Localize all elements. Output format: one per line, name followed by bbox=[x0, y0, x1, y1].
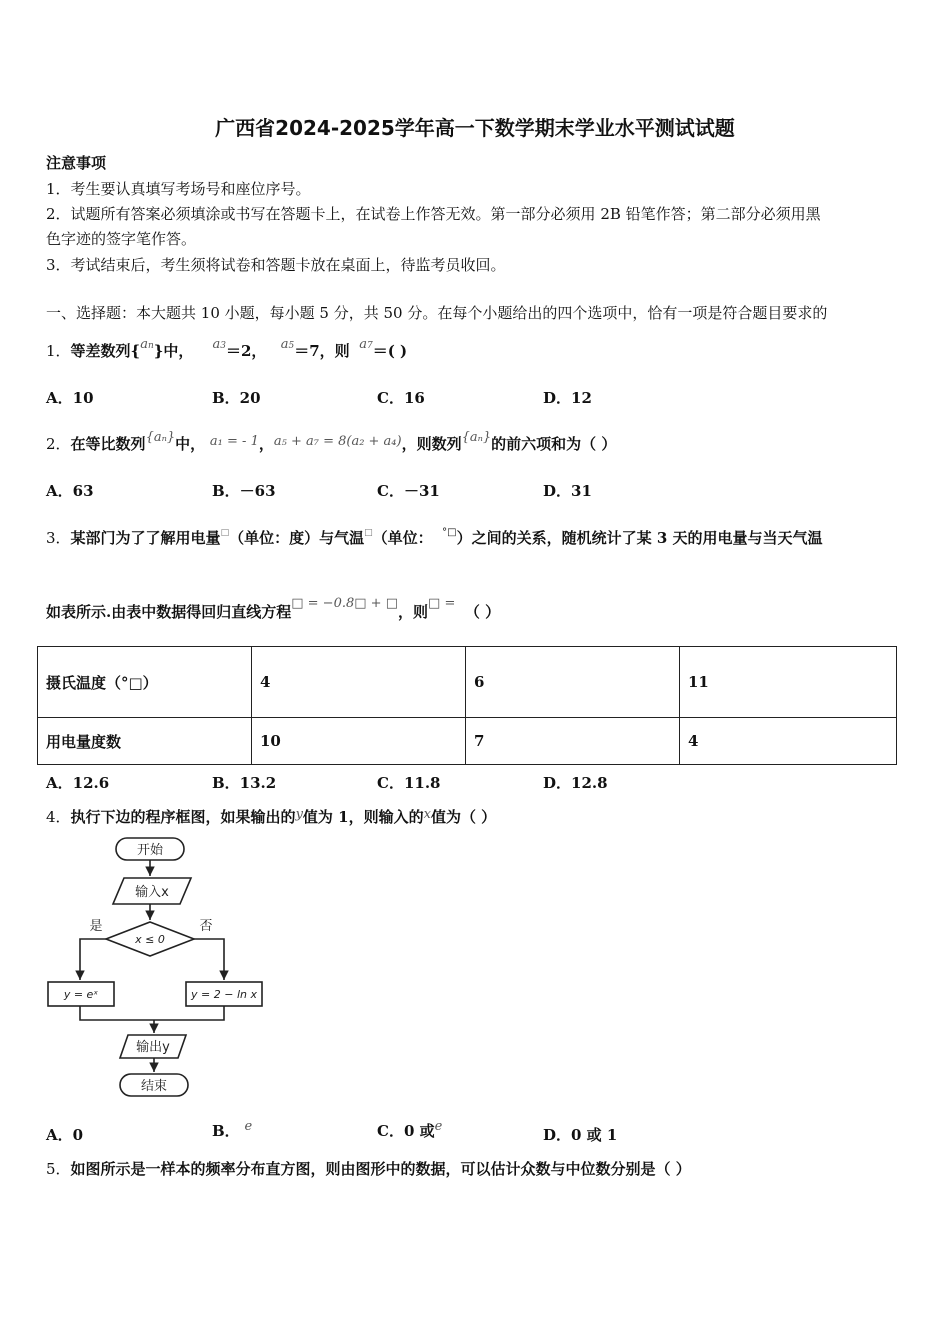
table-cell: 7 bbox=[466, 718, 680, 765]
flow-condition-label: x ≤ 0 bbox=[135, 933, 165, 946]
q3-regression-formula: □ = −0.8□ + □ bbox=[291, 596, 398, 611]
q3-option-d[interactable]: D．12.8 bbox=[543, 774, 608, 792]
question-2 bbox=[46, 430, 617, 454]
q3-text-4: ）之间的关系，随机统计了某 3 天的用电量与当天气温 bbox=[456, 529, 823, 547]
flow-output-label: 输出y bbox=[136, 1040, 170, 1055]
q2-number: 2． bbox=[46, 435, 71, 453]
data-table bbox=[37, 646, 897, 765]
question-4 bbox=[46, 806, 496, 827]
q4-y: y bbox=[295, 807, 303, 822]
table-cell: 6 bbox=[466, 647, 680, 718]
question-1 bbox=[46, 337, 408, 361]
flowchart bbox=[44, 836, 274, 1106]
flow-no-label: 否 bbox=[199, 919, 213, 934]
q3-placeholder-box-2: □ bbox=[364, 528, 373, 538]
q4-text-3: 值为（ ） bbox=[430, 808, 497, 826]
q2-option-c[interactable]: C．－31 bbox=[377, 482, 440, 500]
q2-text-4: ，则数列 bbox=[401, 435, 462, 453]
table-cell: 4 bbox=[252, 647, 466, 718]
q3-option-a[interactable]: A．12.6 bbox=[46, 774, 110, 792]
q2-seq-2: {aₙ} bbox=[461, 430, 492, 445]
page-title: 广西省2024-2025学年高一下数学期末学业水平测试试题 bbox=[215, 116, 735, 140]
table-cell: 4 bbox=[680, 718, 897, 765]
q2-cond-1: a₁ = - 1 bbox=[209, 434, 259, 449]
table-row bbox=[38, 647, 897, 718]
question-5 bbox=[46, 1158, 691, 1179]
flow-start-label: 开始 bbox=[136, 843, 164, 858]
question-3-line-2 bbox=[46, 596, 501, 622]
q1-a7: a7 bbox=[359, 337, 373, 352]
q1-a5: a5 bbox=[280, 337, 295, 352]
q2-text-1: 在等比数列 bbox=[70, 435, 146, 453]
q2-text-2: 中， bbox=[175, 435, 206, 453]
q1-text-2: }中， bbox=[153, 342, 194, 360]
table-cell: 10 bbox=[252, 718, 466, 765]
q3-text-7: （ ） bbox=[464, 603, 501, 621]
q1-an: an bbox=[140, 337, 154, 352]
q4-option-d[interactable]: D．0 或 1 bbox=[543, 1126, 618, 1144]
q2-option-d[interactable]: D．31 bbox=[543, 482, 592, 500]
question-3 bbox=[46, 527, 823, 548]
q1-option-a[interactable]: A．10 bbox=[46, 389, 94, 407]
q2-option-a[interactable]: A．63 bbox=[46, 482, 94, 500]
q4-option-b[interactable]: B． e bbox=[212, 1119, 253, 1140]
section-heading: 一、选择题：本大题共 10 小题，每小题 5 分，共 50 分。在每个小题给出的四个选项中，恰有一项是符合题目要求的 bbox=[46, 304, 828, 322]
q3-degree: °□ bbox=[442, 527, 457, 538]
notice-item-2: 2．试题所有答案必须填涂或书写在答题卡上，在试卷上作答无效。第一部分必须用 2B 铅笔作答；第二部分必须用黑 bbox=[46, 205, 821, 223]
table-cell: 摄氏温度（°□） bbox=[38, 647, 252, 718]
notice-item-1: 1．考生要认真填写考场号和座位序号。 bbox=[46, 180, 311, 198]
q1-text-3: ＝2， bbox=[226, 342, 267, 360]
q2-cond-2: a₅ + a₇ = 8(a₂ + a₄) bbox=[273, 434, 402, 449]
q4-number: 4． bbox=[46, 808, 71, 826]
q5-text: 如图所示是一样本的频率分布直方图，则由图形中的数据，可以估计众数与中位数分别是（ ） bbox=[70, 1160, 691, 1178]
q1-option-b[interactable]: B．20 bbox=[212, 389, 261, 407]
q1-text-5: ＝( ) bbox=[372, 342, 408, 360]
q2-text-3: ， bbox=[258, 435, 274, 453]
q1-number: 1． bbox=[46, 342, 71, 360]
q3-eq: □ = bbox=[428, 596, 456, 611]
q1-a3: a3 bbox=[212, 337, 226, 352]
flow-right-label: y = 2 − ln x bbox=[191, 988, 257, 1001]
q4-option-c[interactable]: C．0 或e bbox=[377, 1119, 443, 1140]
flow-end-label: 结束 bbox=[140, 1079, 168, 1094]
q4-text-1: 执行下边的程序框图，如果输出的 bbox=[70, 808, 296, 826]
notice-item-2-cont: 色字迹的签字笔作答。 bbox=[46, 230, 197, 248]
q2-option-b[interactable]: B．－63 bbox=[212, 482, 276, 500]
table-cell: 11 bbox=[680, 647, 897, 718]
table-cell: 用电量度数 bbox=[38, 718, 252, 765]
q3-text-6: ，则 bbox=[398, 603, 429, 621]
q4-x: x bbox=[423, 807, 431, 822]
q3-text-2: （单位：度）与气温 bbox=[229, 529, 365, 547]
q2-seq-1: {aₙ} bbox=[145, 430, 176, 445]
notice-heading: 注意事项 bbox=[46, 154, 107, 172]
q1-text-4: ＝7，则 bbox=[294, 342, 350, 360]
q5-number: 5． bbox=[46, 1160, 71, 1178]
q3-option-b[interactable]: B．13.2 bbox=[212, 774, 277, 792]
q3-text-3: （单位： bbox=[372, 529, 433, 547]
notice-item-3: 3．考试结束后，考生须将试卷和答题卡放在桌面上，待监考员收回。 bbox=[46, 256, 506, 274]
q1-option-c[interactable]: C．16 bbox=[377, 389, 425, 407]
q3-option-c[interactable]: C．11.8 bbox=[377, 774, 441, 792]
flow-input-label: 输入x bbox=[135, 885, 169, 900]
q1-text-1: 等差数列{ bbox=[70, 342, 141, 360]
q4-option-a[interactable]: A．0 bbox=[46, 1126, 84, 1144]
flow-left-label: y = eˣ bbox=[63, 988, 99, 1001]
q3-number: 3． bbox=[46, 529, 71, 547]
table-row bbox=[38, 718, 897, 765]
q3-placeholder-box-1: □ bbox=[220, 528, 230, 538]
q3-text-5: 如表所示.由表中数据得回归直线方程 bbox=[46, 603, 292, 621]
q1-option-d[interactable]: D．12 bbox=[543, 389, 592, 407]
q3-text-1: 某部门为了了解用电量 bbox=[70, 529, 221, 547]
flow-yes-label: 是 bbox=[89, 919, 103, 934]
q2-text-5: 的前六项和为（ ） bbox=[491, 435, 617, 453]
q4-text-2: 值为 1，则输入的 bbox=[302, 808, 424, 826]
